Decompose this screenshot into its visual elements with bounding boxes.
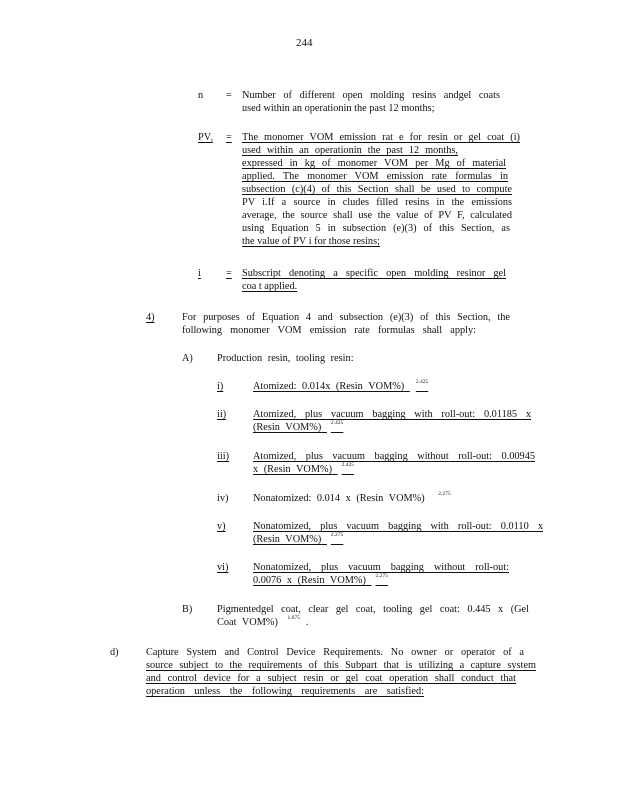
definition-symbol-n: n [198, 90, 204, 101]
definition-text-line: Number of different open molding resins andgel coats [242, 90, 500, 101]
itemB-exponent: 1.675 [287, 615, 300, 621]
definition-text-line: Subscript denoting a specific open molding resinor gel [242, 268, 506, 279]
item-label-d: d) [110, 647, 119, 658]
itemD-text-line: operation unless the following requirements are satisfied: [146, 686, 424, 697]
formula-line: Nonatomized, plus vacuum bagging without roll-out: [253, 562, 509, 573]
definition-text-line: average, the source shall use the value of PV F, calculated [242, 210, 512, 221]
formula-exponent: 2.275 [375, 573, 388, 579]
formula-line [253, 463, 354, 476]
definition-text-line: applied. The monomer VOM emission rate formulas in [242, 171, 508, 182]
page-number: 244 [296, 37, 313, 49]
formula-label: i) [217, 381, 224, 392]
formula-line [253, 533, 343, 546]
item4-text-line: following monomer VOM emission rate formulas shall apply: [182, 325, 476, 336]
item-label-b: B) [182, 604, 193, 615]
formula-exponent: 2.425 [415, 379, 429, 385]
formula-text: x (Resin VOM%) [253, 464, 333, 475]
definition-equals: = [226, 90, 232, 101]
definition-text-line: coa t applied. [242, 281, 298, 292]
formula-label: iii) [217, 451, 230, 462]
definition-text-line: PV i.If a source in cludes filled resins in the emissions [242, 197, 512, 208]
formula-exponent: 2.275 [438, 491, 451, 497]
definition-text-line: subsection (c)(4) of this Section shall be used to compute [242, 184, 512, 195]
formula-line: Nonatomized, plus vacuum bagging with roll-out: 0.0110 x [253, 521, 543, 532]
formula-label: v) [217, 521, 226, 532]
definition-symbol-pvi [198, 131, 213, 144]
itemD-text-line: source subject to the requirements of this Subpart that is utilizing a capture system [146, 660, 536, 671]
itemB-period: . [305, 617, 309, 628]
itemB-text-line [217, 616, 308, 629]
itemB-text-line: Pigmentedgel coat, clear gel coat, tooling gel coat: 0.445 x (Gel [217, 604, 529, 615]
formula-label: vi) [217, 562, 229, 573]
definition-text-line: used within an operationin the past 12 months, [242, 145, 458, 156]
definition-text-line: used within an operationin the past 12 months; [242, 103, 435, 114]
formula-line [253, 380, 428, 393]
itemA-text: Production resin, tooling resin: [217, 353, 354, 364]
formula-line [253, 421, 343, 434]
itemB-text: Coat VOM%) [217, 617, 278, 628]
item-label-4: 4) [146, 312, 155, 323]
item4-text-line: For purposes of Equation 4 and subsection (e)(3) of this Section, the [182, 312, 510, 323]
itemD-text-line: Capture System and Control Device Requirements. No owner or operator of a [146, 647, 524, 658]
definition-text-line: the value of PV i for those resins; [242, 236, 380, 247]
formula-text: Atomized: 0.014x (Resin VOM%) [253, 381, 405, 392]
formula-exponent: 2.425 [330, 420, 344, 426]
formula-line [253, 492, 451, 505]
definition-text-line: expressed in kg of monomer VOM per Mg of material [242, 158, 506, 169]
formula-text: 0.0076 x (Resin VOM%) [253, 575, 366, 586]
itemD-text-line: and control device for a subject resin or gel coat operation shall conduct that [146, 673, 516, 684]
formula-exponent: 2.425 [341, 462, 354, 468]
formula-label: ii) [217, 409, 227, 420]
definition-equals: = [226, 132, 232, 143]
definition-text-line: using Equation 5 in subsection (e)(3) of this Section, as [242, 223, 510, 234]
definition-symbol-i: i [198, 268, 201, 279]
formula-text: Nonatomized: 0.014 x (Resin VOM%) [253, 493, 425, 504]
formula-label: iv) [217, 493, 229, 504]
symbol-text: PV [198, 132, 212, 143]
definition-text-line: The monomer VOM emission rat e for resin or gel coat (i) [242, 132, 520, 143]
definition-equals: = [226, 268, 232, 279]
formula-line [253, 574, 388, 587]
item-label-a: A) [182, 353, 193, 364]
formula-text: (Resin VOM%) [253, 422, 322, 433]
formula-line: Atomized, plus vacuum bagging with roll-out: 0.01185 x [253, 409, 531, 420]
formula-text: (Resin VOM%) [253, 534, 322, 545]
formula-exponent: 2.275 [330, 532, 344, 538]
symbol-subscript: i [211, 138, 213, 144]
formula-line: Atomized, plus vacuum bagging without roll-out: 0.00945 [253, 451, 535, 462]
